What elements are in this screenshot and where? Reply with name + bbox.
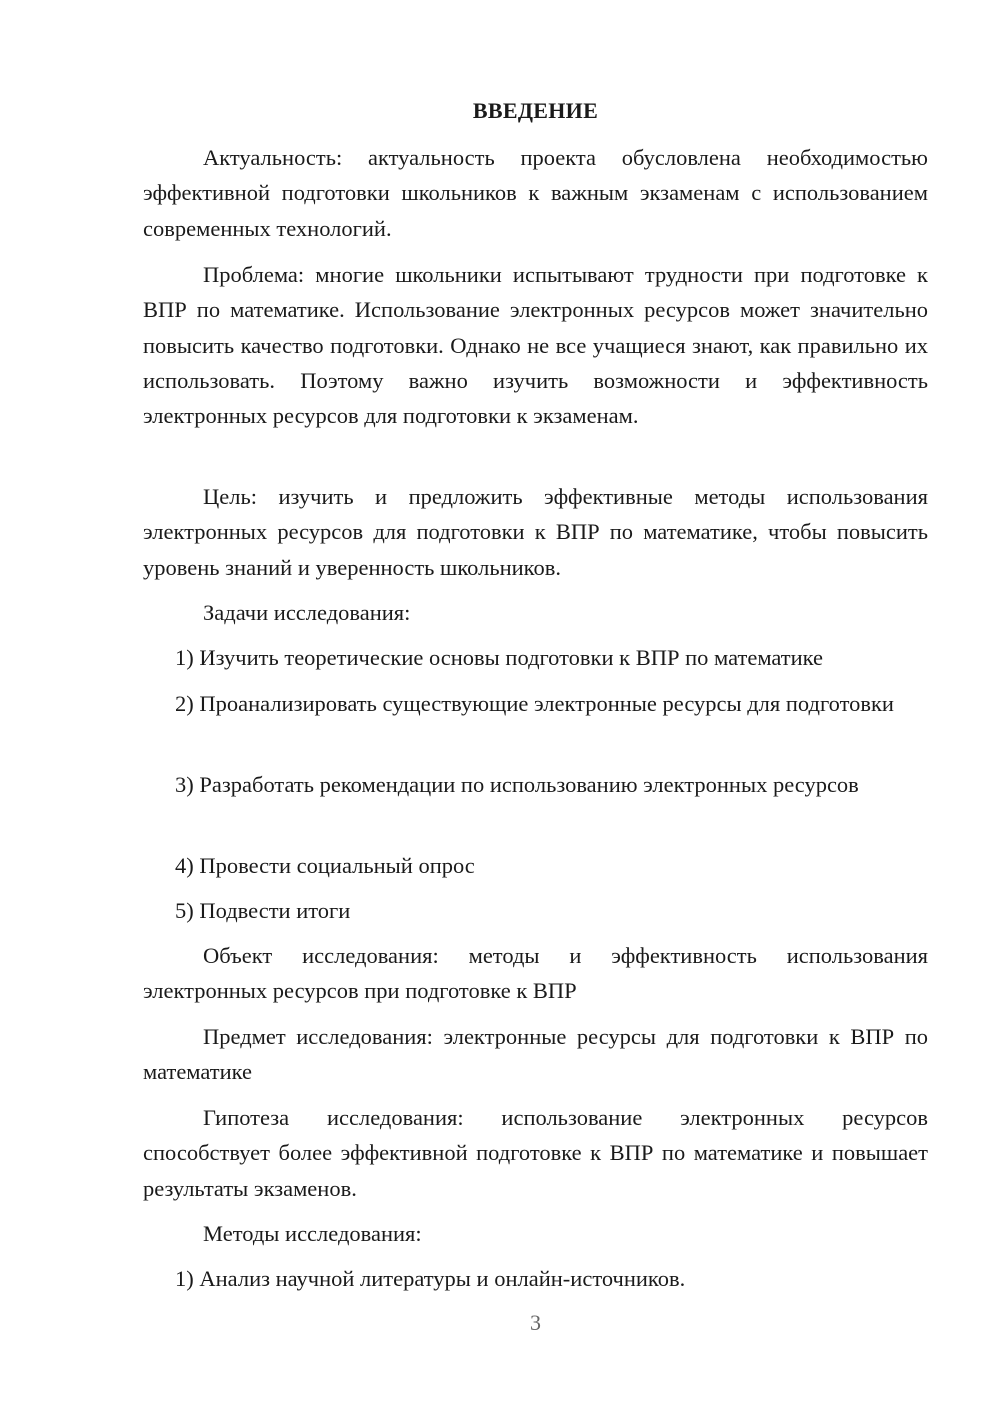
section-heading: ВВЕДЕНИЕ bbox=[472, 98, 599, 123]
paragraph-object: Объект исследования: методы и эффективность использования электронных ресурсов при подготовке к ВПР bbox=[143, 943, 928, 1004]
paragraph-problem: Проблема: многие школьники испытывают трудности при подготовке к ВПР по математике. Использование электронных ресурсов может значительно повысить качество подготовки. Однако не все учащиеся знают, как правильно их использовать. Поэтому важно изучить возможности и эффективность электронных ресурсов для подготовки к экзаменам. bbox=[143, 262, 928, 429]
task-item-5: 5) Подвести итоги bbox=[175, 898, 351, 923]
method-item-1: 1) Анализ научной литературы и онлайн-источников. bbox=[175, 1266, 686, 1291]
paragraph-goal: Цель: изучить и предложить эффективные методы использования электронных ресурсов для подготовки к ВПР по математике, чтобы повысить уровень знаний и уверенность школьников. bbox=[143, 484, 928, 580]
page-number: 3 bbox=[530, 1310, 541, 1335]
paragraph-hypothesis: Гипотеза исследования: использование электронных ресурсов способствует более эффективной подготовке к ВПР по математике и повышает результаты экзаменов. bbox=[143, 1105, 928, 1201]
task-item-4: 4) Провести социальный опрос bbox=[175, 853, 475, 878]
paragraph-subject: Предмет исследования: электронные ресурсы для подготовки к ВПР по математике bbox=[143, 1024, 928, 1085]
tasks-heading: Задачи исследования: bbox=[203, 600, 411, 625]
task-item-1: 1) Изучить теоретические основы подготовки к ВПР по математике bbox=[175, 645, 824, 670]
paragraph-relevance: Актуальность: актуальность проекта обусловлена необходимостью эффективной подготовки школьников к важным экзаменам с использованием современных технологий. bbox=[143, 145, 928, 241]
task-item-2: 2) Проанализировать существующие электронные ресурсы для подготовки bbox=[175, 691, 894, 716]
task-item-3: 3) Разработать рекомендации по использованию электронных ресурсов bbox=[175, 772, 859, 797]
methods-heading: Методы исследования: bbox=[203, 1221, 422, 1246]
document-page bbox=[143, 0, 928, 1414]
